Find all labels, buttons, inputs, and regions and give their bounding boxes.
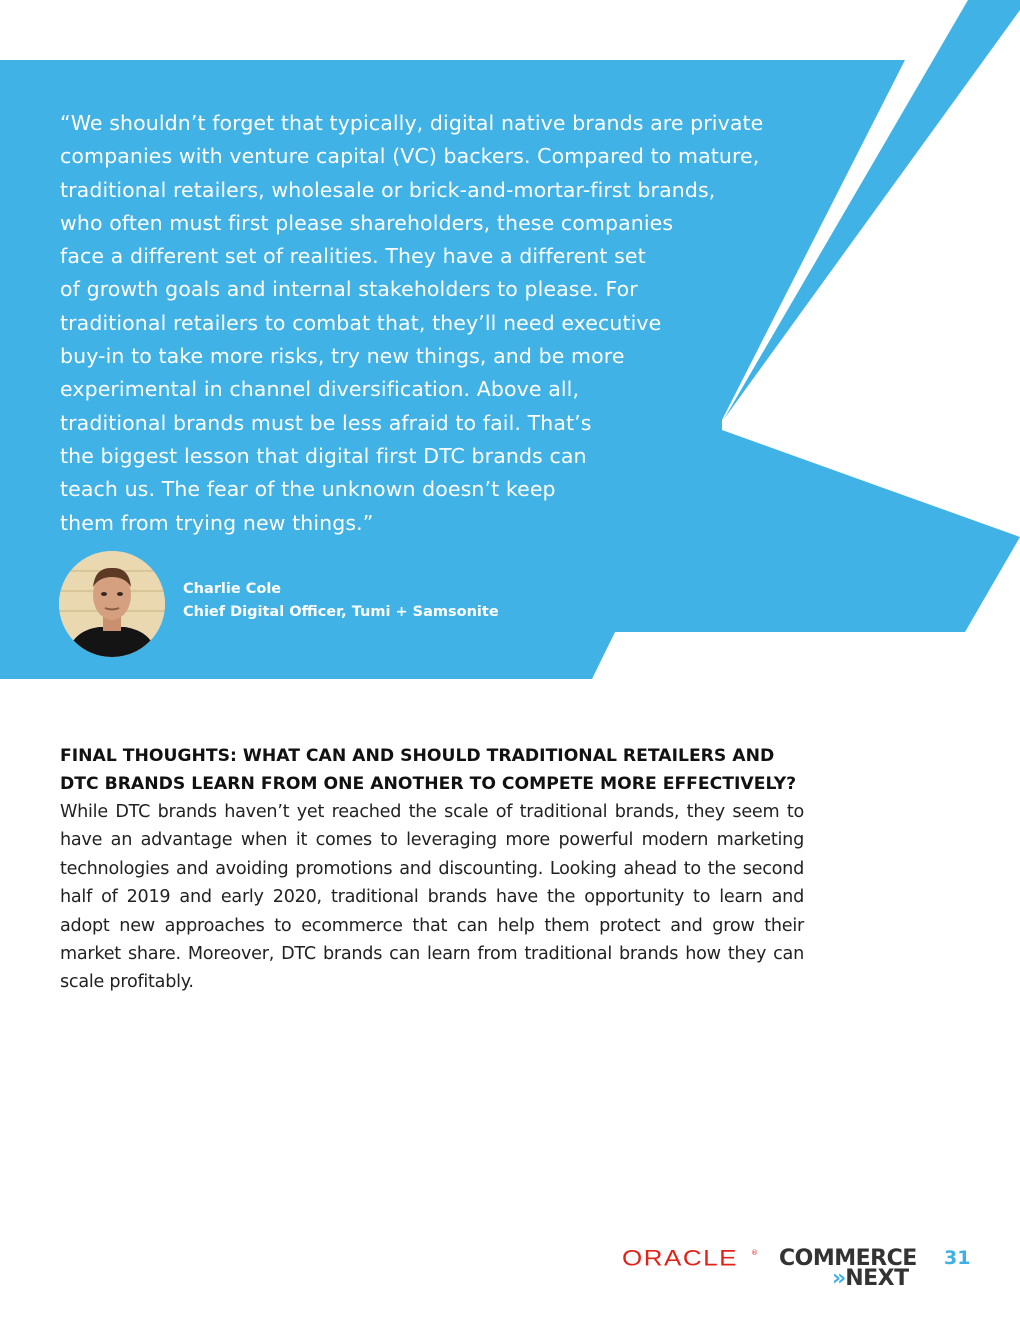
quote-line: companies with venture capital (VC) backers. Compared to mature,: [60, 144, 760, 169]
quote-line: buy-in to take more risks, try new things, and be more: [60, 344, 625, 369]
oracle-registered-mark: ®: [751, 1249, 758, 1257]
chevron-right-icon: »: [832, 1266, 842, 1291]
quote-line: experimental in channel diversification. Above all,: [60, 377, 580, 402]
quote-line: who often must first please shareholders, these companies: [60, 210, 674, 235]
author-name: Charlie Cole: [183, 581, 282, 597]
oracle-logo: ORACLE: [622, 1245, 738, 1271]
commercenext-logo-top: COMMERCE: [779, 1246, 917, 1271]
quote-line: the biggest lesson that digital first DTC brands can: [60, 443, 587, 468]
quote-line: “We shouldn’t forget that typically, digital native brands are private: [60, 111, 764, 135]
quote-line: teach us. The fear of the unknown doesn’t keep: [60, 477, 556, 502]
quote-line: traditional retailers to combat that, they’ll need executive: [60, 310, 662, 335]
quote-line: them from trying new things.”: [60, 510, 374, 535]
heading-line: DTC BRANDS LEARN FROM ONE ANOTHER TO COMPETE MORE EFFECTIVELY?: [60, 774, 797, 794]
author-title: Chief Digital Officer, Tumi + Samsonite: [183, 604, 499, 620]
final-thoughts-body: While DTC brands haven’t yet reached the scale of traditional brands, they seem to have an advantage when it comes to leveraging more powerful modern marketing technologies and avoiding promotions and discounting. Looking ahead to the second half of 2019 and early 2020, traditional brands have the opportunity to learn and adopt new approaches to ecommerce that can help them protect and grow their market share. Moreover, DTC brands can learn from traditional brands how they can scale profitably.: [60, 802, 804, 993]
quote-attribution: [183, 578, 499, 624]
final-thoughts-heading: [60, 742, 804, 798]
heading-line: FINAL THOUGHTS: WHAT CAN AND SHOULD TRADITIONAL RETAILERS AND: [60, 746, 775, 766]
quote-line: of growth goals and internal stakeholders to please. For: [60, 277, 638, 302]
author-photo: [59, 551, 165, 657]
commercenext-logo-next: NEXT: [845, 1266, 909, 1291]
pull-quote: [60, 107, 763, 540]
page-number: 31: [944, 1247, 971, 1269]
commercenext-logo-bottom: [832, 1266, 909, 1291]
quote-line: traditional brands must be less afraid to fail. That’s: [60, 410, 592, 435]
portrait-icon: [59, 551, 165, 657]
quote-line: face a different set of realities. They have a different set: [60, 244, 646, 269]
quote-line: traditional retailers, wholesale or brick-and-mortar-first brands,: [60, 177, 716, 202]
